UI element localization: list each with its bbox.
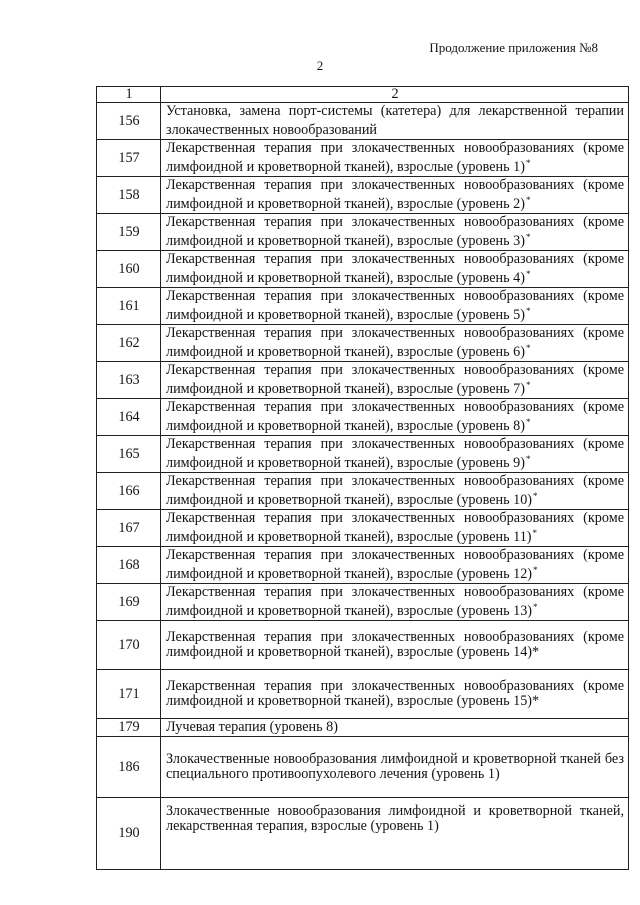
row-number: 161 bbox=[97, 288, 161, 325]
table-header-row bbox=[97, 87, 629, 103]
table-row bbox=[97, 362, 629, 399]
row-text: Лекарственная терапия при злокачественных новообразованиях (кроме лимфоидной и кроветворной тканей), взрослые (уровень 2) bbox=[166, 177, 624, 212]
row-text: Лекарственная терапия при злокачественных новообразованиях (кроме лимфоидной и кроветворной тканей), взрослые (уровень 4) bbox=[166, 251, 624, 286]
table-row bbox=[97, 325, 629, 362]
row-number: 157 bbox=[97, 140, 161, 177]
row-number: 170 bbox=[97, 621, 161, 670]
row-text: Лекарственная терапия при злокачественных новообразованиях (кроме лимфоидной и кроветворной тканей), взрослые (уровень 5) bbox=[166, 288, 624, 323]
footnote-mark: * bbox=[533, 491, 538, 501]
footnote-mark: * bbox=[525, 417, 531, 427]
row-number: 179 bbox=[97, 719, 161, 737]
row-description bbox=[161, 103, 629, 140]
row-text: Злокачественные новообразования лимфоидной и кроветворной тканей без специального противоопухолевого лечения (уровень 1) bbox=[166, 751, 624, 782]
footnote-mark: * bbox=[533, 565, 538, 575]
row-description bbox=[161, 584, 629, 621]
footnote-mark: * bbox=[525, 195, 531, 205]
row-description bbox=[161, 510, 629, 547]
row-text: Лекарственная терапия при злокачественных новообразованиях (кроме лимфоидной и кроветворной тканей), взрослые (уровень 10) bbox=[166, 473, 624, 508]
footnote-mark: * bbox=[525, 380, 531, 390]
table-row bbox=[97, 436, 629, 473]
row-description bbox=[161, 399, 629, 436]
table-row bbox=[97, 140, 629, 177]
tariff-table bbox=[96, 86, 629, 870]
table-row bbox=[97, 473, 629, 510]
table-row bbox=[97, 251, 629, 288]
row-text: Лекарственная терапия при злокачественных новообразованиях (кроме лимфоидной и кроветворной тканей), взрослые (уровень 14)* bbox=[166, 629, 624, 660]
table-row bbox=[97, 510, 629, 547]
column-header-2: 2 bbox=[161, 87, 629, 103]
row-description bbox=[161, 362, 629, 399]
table-row bbox=[97, 399, 629, 436]
footnote-mark: * bbox=[525, 343, 531, 353]
row-number: 166 bbox=[97, 473, 161, 510]
row-text: Лекарственная терапия при злокачественных новообразованиях (кроме лимфоидной и кроветворной тканей), взрослые (уровень 13) bbox=[166, 584, 624, 619]
row-description bbox=[161, 670, 629, 719]
row-description bbox=[161, 473, 629, 510]
row-text: Лекарственная терапия при злокачественных новообразованиях (кроме лимфоидной и кроветворной тканей), взрослые (уровень 7) bbox=[166, 362, 624, 397]
row-text: Злокачественные новообразования лимфоидной и кроветворной тканей, лекарственная терапия, взрослые (уровень 1) bbox=[166, 803, 624, 834]
footnote-mark: * bbox=[525, 454, 531, 464]
row-number: 169 bbox=[97, 584, 161, 621]
row-text: Лекарственная терапия при злокачественных новообразованиях (кроме лимфоидной и кроветворной тканей), взрослые (уровень 15)* bbox=[166, 678, 624, 709]
row-number: 156 bbox=[97, 103, 161, 140]
row-description bbox=[161, 547, 629, 584]
footnote-mark: * bbox=[525, 269, 531, 279]
page-number: 2 bbox=[316, 58, 324, 73]
row-text: Лекарственная терапия при злокачественных новообразованиях (кроме лимфоидной и кроветворной тканей), взрослые (уровень 9) bbox=[166, 436, 624, 471]
row-number: 167 bbox=[97, 510, 161, 547]
row-text: Лекарственная терапия при злокачественных новообразованиях (кроме лимфоидной и кроветворной тканей), взрослые (уровень 11) bbox=[166, 510, 624, 545]
footnote-mark: * bbox=[525, 232, 531, 242]
table-row bbox=[97, 214, 629, 251]
row-description bbox=[161, 719, 629, 737]
row-text: Лекарственная терапия при злокачественных новообразованиях (кроме лимфоидной и кроветворной тканей), взрослые (уровень 3) bbox=[166, 214, 624, 249]
row-number: 159 bbox=[97, 214, 161, 251]
row-description bbox=[161, 177, 629, 214]
footnote-mark: * bbox=[525, 306, 531, 316]
row-number: 171 bbox=[97, 670, 161, 719]
row-text: Лекарственная терапия при злокачественных новообразованиях (кроме лимфоидной и кроветворной тканей), взрослые (уровень 8) bbox=[166, 399, 624, 434]
table-row bbox=[97, 737, 629, 798]
row-number: 165 bbox=[97, 436, 161, 473]
row-description bbox=[161, 737, 629, 798]
row-number: 164 bbox=[97, 399, 161, 436]
table-row bbox=[97, 547, 629, 584]
table-row bbox=[97, 288, 629, 325]
row-number: 162 bbox=[97, 325, 161, 362]
row-number: 158 bbox=[97, 177, 161, 214]
table-row bbox=[97, 621, 629, 670]
row-text: Установка, замена порт-системы (катетера) для лекарственной терапии злокачественных новообразований bbox=[166, 103, 624, 138]
row-text: Лекарственная терапия при злокачественных новообразованиях (кроме лимфоидной и кроветворной тканей), взрослые (уровень 12) bbox=[166, 547, 624, 582]
row-description bbox=[161, 140, 629, 177]
row-number: 186 bbox=[97, 737, 161, 798]
row-number: 190 bbox=[97, 798, 161, 870]
row-text: Лучевая терапия (уровень 8) bbox=[166, 719, 338, 735]
table-row bbox=[97, 719, 629, 737]
row-number: 168 bbox=[97, 547, 161, 584]
appendix-continuation-label: Продолжение приложения №8 bbox=[429, 40, 598, 55]
footnote-mark: * bbox=[525, 158, 531, 168]
table-row bbox=[97, 584, 629, 621]
row-description bbox=[161, 251, 629, 288]
row-description bbox=[161, 798, 629, 870]
row-description bbox=[161, 325, 629, 362]
row-description bbox=[161, 214, 629, 251]
row-number: 160 bbox=[97, 251, 161, 288]
table-row bbox=[97, 177, 629, 214]
row-text: Лекарственная терапия при злокачественных новообразованиях (кроме лимфоидной и кроветворной тканей), взрослые (уровень 1) bbox=[166, 140, 624, 175]
row-description bbox=[161, 436, 629, 473]
table-row bbox=[97, 798, 629, 870]
footnote-mark: * bbox=[532, 528, 538, 538]
row-number: 163 bbox=[97, 362, 161, 399]
row-description bbox=[161, 288, 629, 325]
table-row bbox=[97, 103, 629, 140]
footnote-mark: * bbox=[533, 602, 538, 612]
column-header-1: 1 bbox=[97, 87, 161, 103]
row-text: Лекарственная терапия при злокачественных новообразованиях (кроме лимфоидной и кроветворной тканей), взрослые (уровень 6) bbox=[166, 325, 624, 360]
table-row bbox=[97, 670, 629, 719]
row-description bbox=[161, 621, 629, 670]
